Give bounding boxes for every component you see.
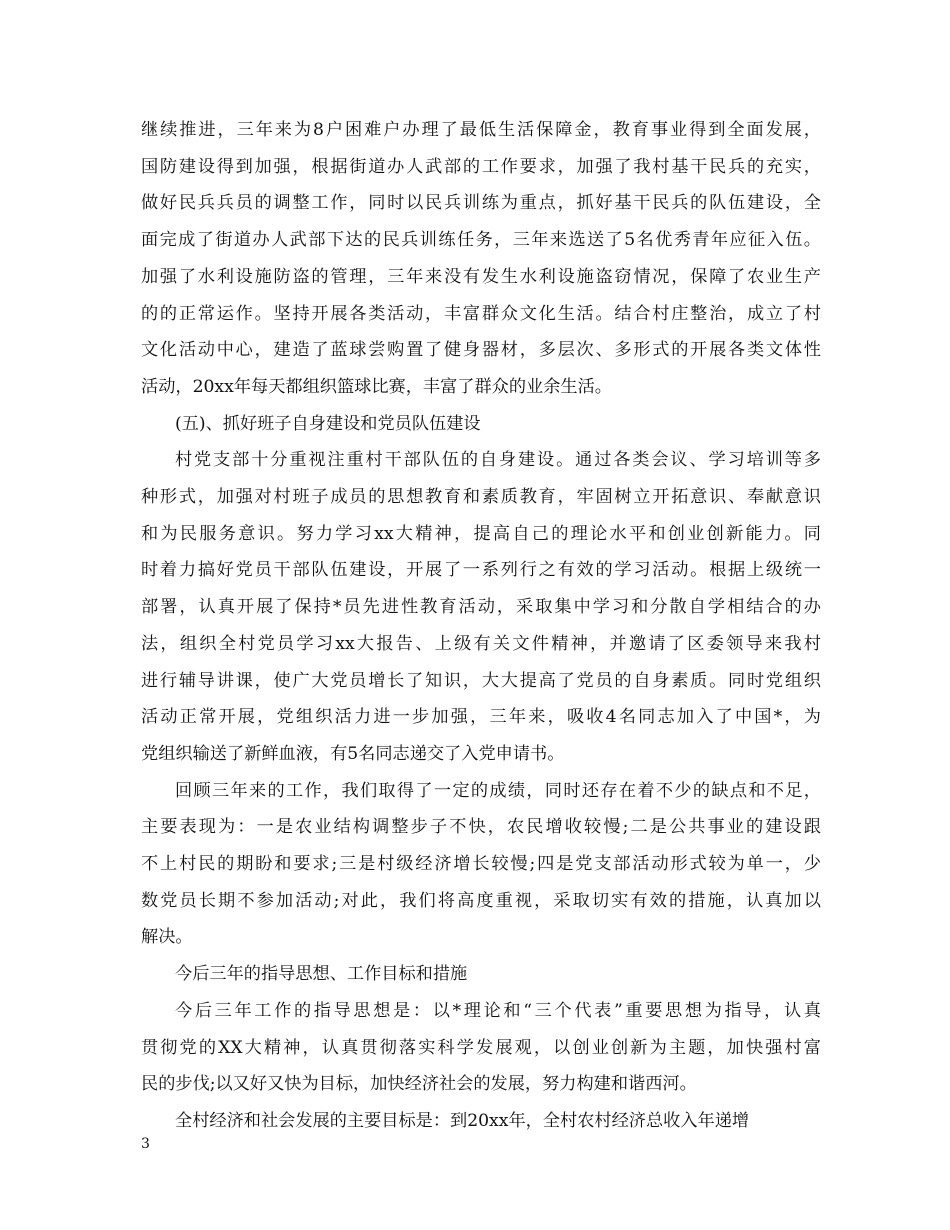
paragraph-main-goals — [141, 1103, 821, 1140]
text-line: 村党支部十分重视注重村干部队伍的自身建设。通过各类会议、学习培训等多 — [175, 450, 821, 471]
paragraph-guiding-thought — [141, 993, 821, 1103]
paragraph-heading-future — [141, 956, 821, 993]
document-body — [141, 112, 821, 1140]
text-line: 国防建设得到加强，根据街道办人武部的工作要求，加强了我村基干民兵的充实， — [141, 156, 821, 177]
paragraph-heading-5 — [141, 406, 821, 443]
paragraph-continued — [141, 112, 821, 406]
text-line: 今后三年工作的指导思想是：以*理论和“三个代表”重要思想为指导，认真 — [175, 1000, 821, 1021]
text-line: 活动正常开展，党组织活力进一步加强，三年来，吸收4名同志加入了中国*，为 — [141, 707, 821, 728]
text-line: 和为民服务意识。努力学习xx大精神，提高自己的理论水平和创业创新能力。同 — [141, 523, 821, 544]
text-line: (五)、抓好班子自身建设和党员队伍建设 — [175, 413, 481, 434]
paragraph-party-building — [141, 442, 821, 772]
text-line: 种形式，加强对村班子成员的思想教育和素质教育，牢固树立开拓意识、奉献意识 — [141, 487, 821, 508]
text-line: 加强了水利设施防盗的管理，三年来没有发生水利设施盗窃情况，保障了农业生产 — [141, 266, 821, 287]
text-line: 的的正常运作。坚持开展各类活动，丰富群众文化生活。结合村庄整治，成立了村 — [141, 303, 821, 324]
text-line: 做好民兵兵员的调整工作，同时以民兵训练为重点，抓好基干民兵的队伍建设，全 — [141, 193, 821, 214]
text-line: 部署，认真开展了保持*员先进性教育活动，采取集中学习和分散自学相结合的办 — [141, 597, 821, 618]
text-line: 主要表现为：一是农业结构调整步子不快，农民增收较慢;二是公共事业的建设跟 — [141, 817, 821, 838]
text-line: 民的步伐;以又好又快为目标，加快经济社会的发展，努力构建和谐西河。 — [141, 1074, 697, 1095]
text-line: 时着力搞好党员干部队伍建设，开展了一系列行之有效的学习活动。根据上级统一 — [141, 560, 821, 581]
text-line: 进行辅导讲课，使广大党员增长了知识，大大提高了党员的自身素质。同时党组织 — [141, 670, 821, 691]
text-line: 活动，20xx年每天都组织篮球比赛，丰富了群众的业余生活。 — [141, 376, 612, 397]
paragraph-review — [141, 773, 821, 957]
page-number: 3 — [141, 1136, 150, 1152]
text-line: 贯彻党的XX大精神，认真贯彻落实科学发展观，以创业创新为主题，加快强村富 — [141, 1037, 821, 1058]
text-line: 面完成了街道办人武部下达的民兵训练任务，三年来选送了5名优秀青年应征入伍。 — [141, 230, 821, 251]
text-line: 解决。 — [141, 927, 193, 948]
text-line: 法，组织全村党员学习xx大报告、上级有关文件精神，并邀请了区委领导来我村 — [141, 633, 821, 654]
text-line: 数党员长期不参加活动;对此，我们将高度重视，采取切实有效的措施，认真加以 — [141, 890, 821, 911]
text-line: 回顾三年来的工作，我们取得了一定的成绩，同时还存在着不少的缺点和不足， — [175, 780, 821, 801]
text-line: 党组织输送了新鲜血液，有5名同志递交了入党申请书。 — [141, 743, 565, 764]
text-line: 今后三年的指导思想、工作目标和措施 — [175, 964, 468, 985]
text-line: 文化活动中心，建造了蓝球尝购置了健身器材，多层次、多形式的开展各类文体性 — [141, 340, 821, 361]
text-line: 继续推进，三年来为8户困难户办理了最低生活保障金，教育事业得到全面发展， — [141, 120, 821, 140]
text-line: 不上村民的期盼和要求;三是村级经济增长较慢;四是党支部活动形式较为单一，少 — [141, 854, 821, 875]
text-line: 全村经济和社会发展的主要目标是：到20xx年，全村农村经济总收入年递增 — [175, 1110, 750, 1131]
